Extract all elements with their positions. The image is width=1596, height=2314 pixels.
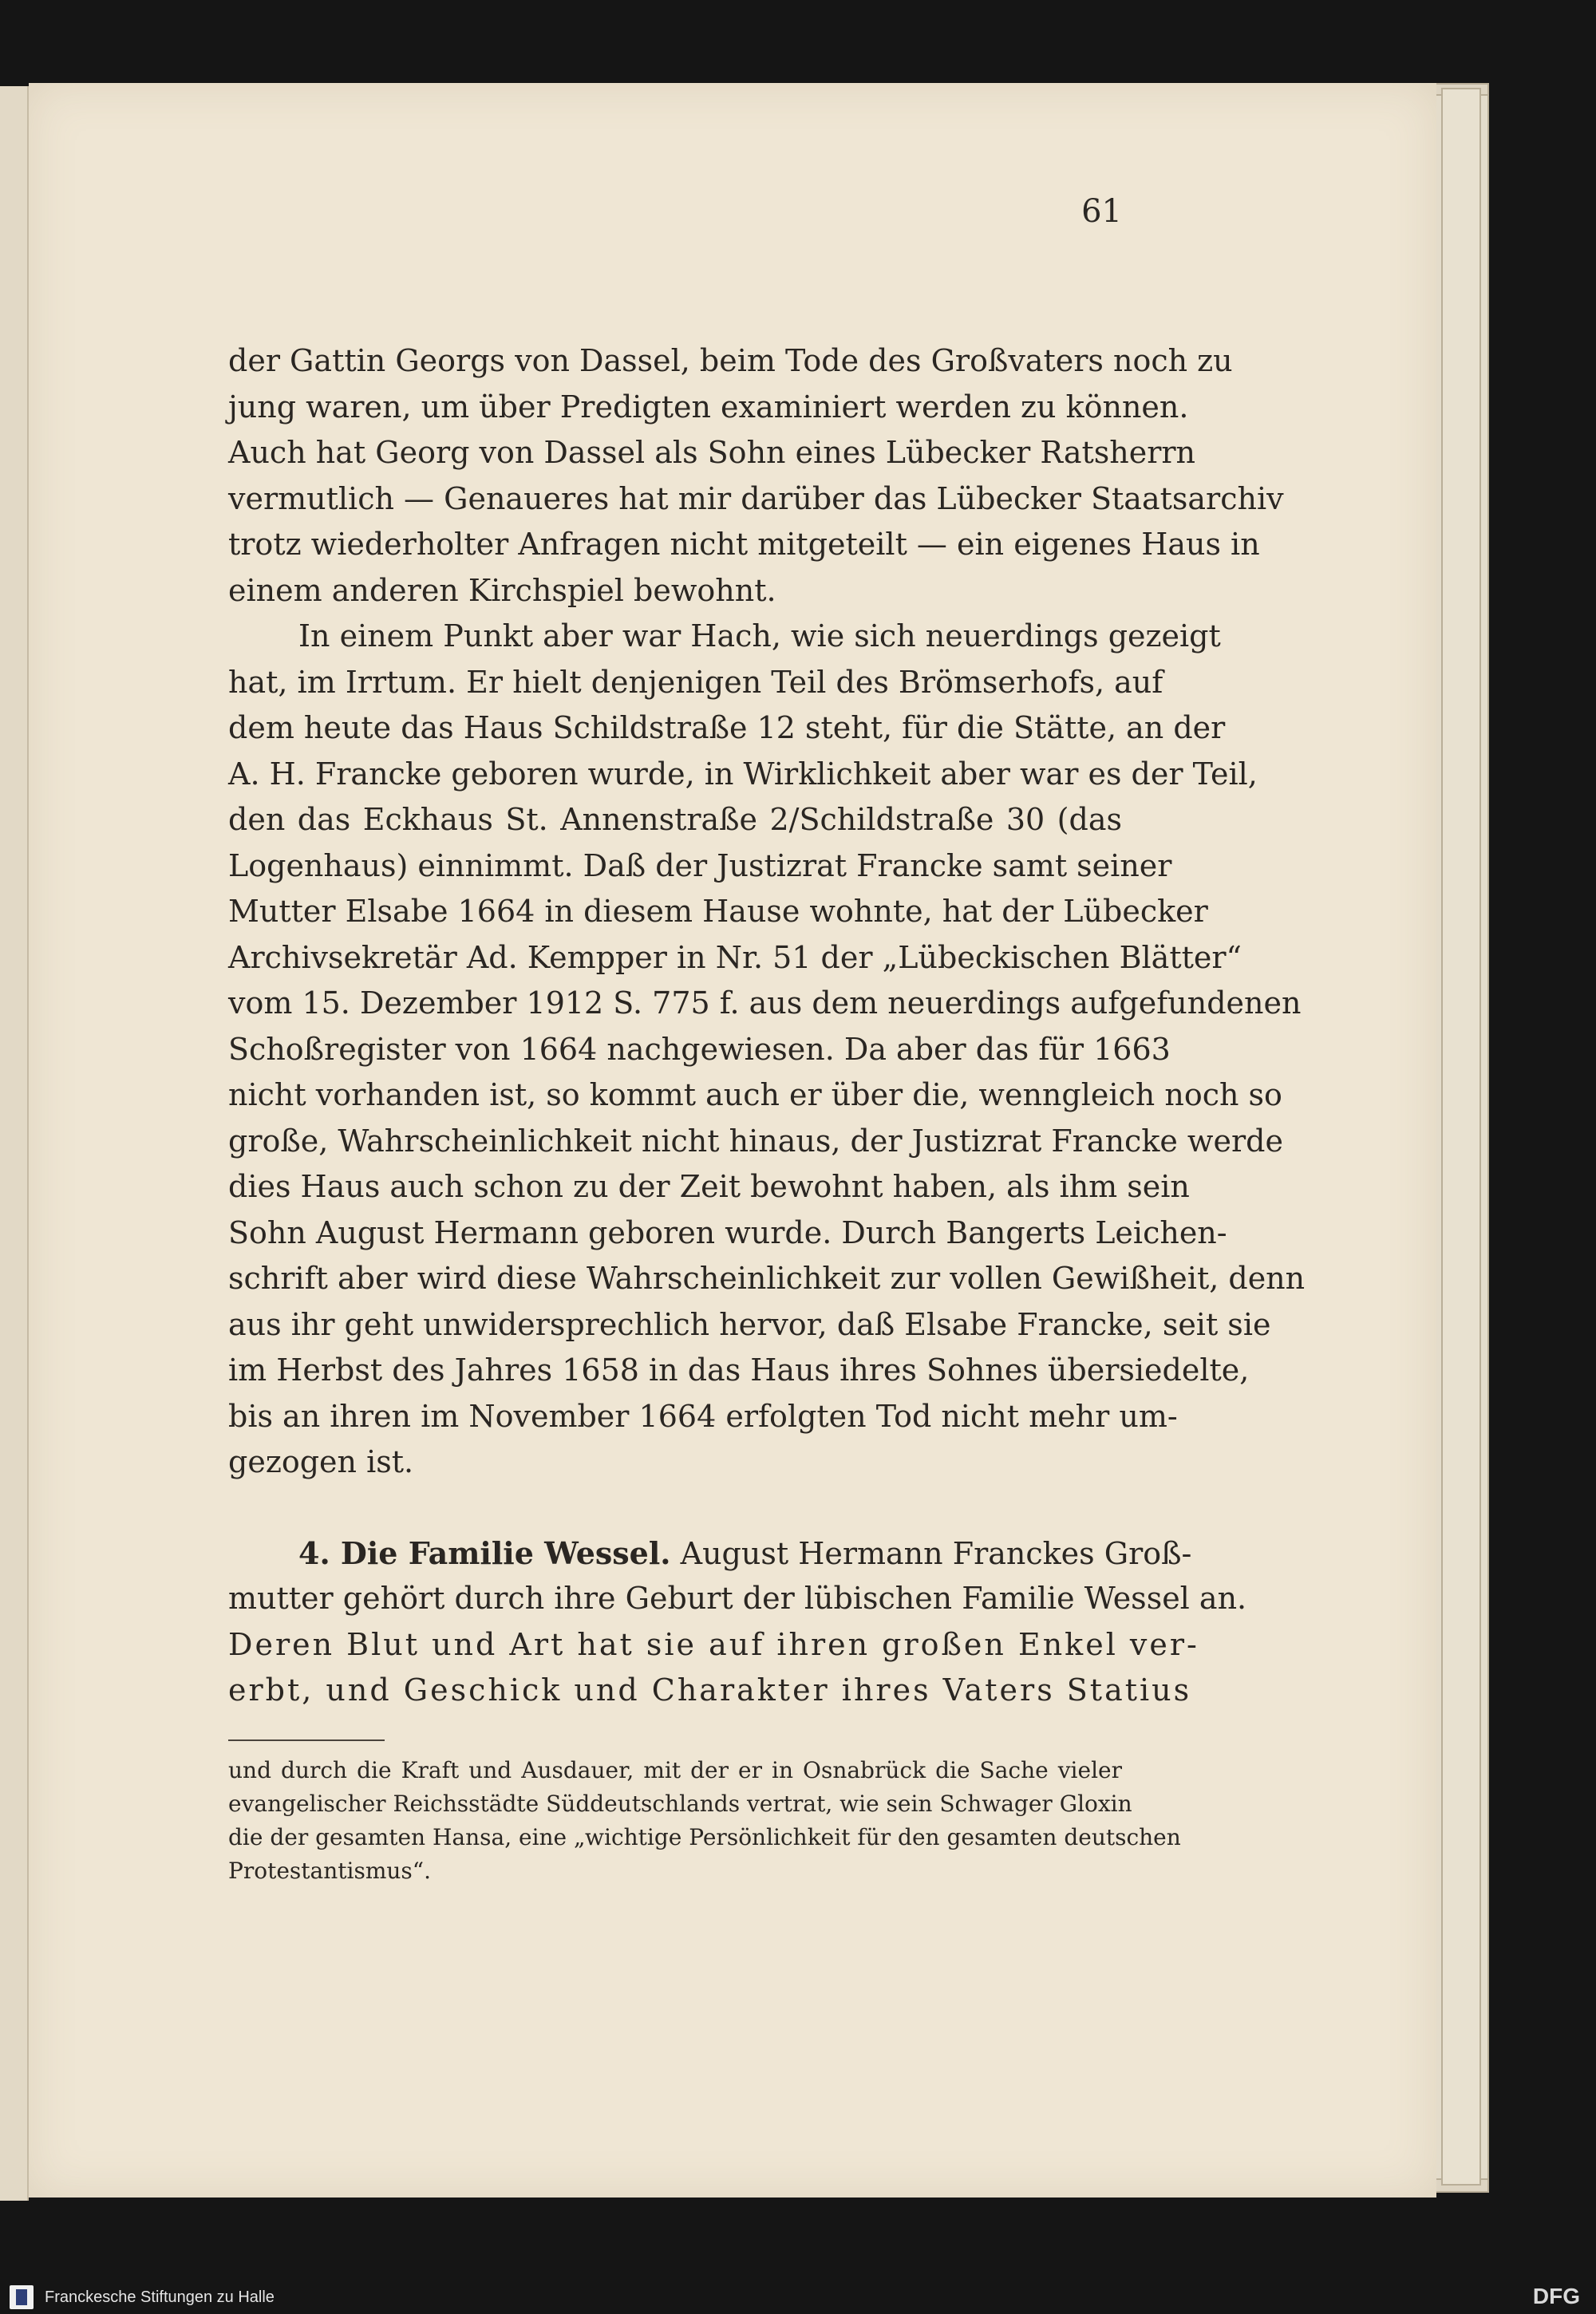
text-line: aus ihr geht unwidersprechlich hervor, daß Elsabe Francke, seit sie xyxy=(228,1306,1271,1342)
text-line: einem anderen Kirchspiel bewohnt. xyxy=(228,572,776,608)
text-line: im Herbst des Jahres 1658 in das Haus ihres Sohnes übersiedelte, xyxy=(228,1352,1250,1388)
section-heading: 4. Die Familie Wessel. xyxy=(298,1534,671,1571)
text-line: A. H. Francke geboren wurde, in Wirklichkeit aber war es der Teil, xyxy=(228,756,1258,792)
text-line: August Hermann Franckes Groß- xyxy=(680,1535,1192,1571)
text-line: Sohn August Hermann geboren wurde. Durch Bangerts Leichen- xyxy=(228,1214,1227,1250)
footnote xyxy=(228,1754,1181,1888)
text-line: jung waren, um über Predigten examiniert werden zu können. xyxy=(228,389,1189,424)
institution-logo-icon xyxy=(10,2285,34,2309)
text-line: vom 15. Dezember 1912 S. 775 f. aus dem neuerdings aufgefundenen xyxy=(228,985,1302,1021)
text-line: Archivsekretär Ad. Kempper in Nr. 51 der „Lübeckischen Blätter“ xyxy=(228,939,1242,975)
text-line: In einem Punkt aber war Hach, wie sich neuerdings gezeigt xyxy=(298,618,1221,654)
footnote-line: und durch die Kraft und Ausdauer, mit der er in Osnabrück die Sache vieler xyxy=(228,1757,1122,1783)
page-stack-edge xyxy=(1441,88,1481,2186)
body-text xyxy=(228,338,1306,1714)
text-line: Logenhaus) einnimmt. Daß der Justizrat Francke samt seiner xyxy=(228,847,1172,883)
text-line: erbt, und Geschick und Charakter ihres Vaters Statius xyxy=(228,1672,1192,1708)
text-line: bis an ihren im November 1664 erfolgten Tod nicht mehr um- xyxy=(228,1398,1178,1434)
section-heading-line xyxy=(228,1530,1192,1577)
page-number: 61 xyxy=(1081,193,1122,230)
dfg-logo: DFG xyxy=(1532,2284,1580,2308)
text-line: Mutter Elsabe 1664 in diesem Hause wohnte, hat der Lübecker xyxy=(228,894,1208,929)
text-line: Auch hat Georg von Dassel als Sohn eines Lübecker Ratsherrn xyxy=(228,435,1196,470)
text-line: den das Eckhaus St. Annenstraße 2/Schildstraße 30 (das xyxy=(228,802,1122,837)
footer-bar xyxy=(0,2280,1596,2314)
footnote-line: evangelischer Reichsstädte Süddeutschlands vertrat, wie sein Schwager Gloxin xyxy=(228,1791,1132,1817)
text-line: Schoßregister von 1664 nachgewiesen. Da aber das für 1663 xyxy=(228,1031,1171,1067)
footnote-rule xyxy=(228,1739,385,1741)
text-line: Deren Blut und Art hat sie auf ihren großen Enkel ver- xyxy=(228,1626,1199,1662)
text-line: trotz wiederholter Anfragen nicht mitgeteilt — ein eigenes Haus in xyxy=(228,527,1260,562)
footnote-line: die der gesamten Hansa, eine „wichtige Persönlichkeit für den gesamten deutschen xyxy=(228,1824,1181,1850)
text-line: gezogen ist. xyxy=(228,1444,414,1479)
text-line: schrift aber wird diese Wahrscheinlichkeit zur vollen Gewißheit, denn xyxy=(228,1261,1306,1296)
text-line: der Gattin Georgs von Dassel, beim Tode des Großvaters noch zu xyxy=(228,343,1233,378)
text-line: hat, im Irrtum. Er hielt denjenigen Teil des Brömserhofs, auf xyxy=(228,664,1163,700)
text-line: dies Haus auch schon zu der Zeit bewohnt haben, als ihm sein xyxy=(228,1169,1190,1204)
institution-name: Franckesche Stiftungen zu Halle xyxy=(45,2288,275,2306)
previous-page-edge xyxy=(0,86,29,2201)
text-line: nicht vorhanden ist, so kommt auch er über die, wenngleich noch so xyxy=(228,1077,1282,1112)
text-line: große, Wahrscheinlichkeit nicht hinaus, der Justizrat Francke werde xyxy=(228,1123,1283,1159)
text-line: vermutlich — Genaueres hat mir darüber das Lübecker Staatsarchiv xyxy=(228,480,1284,516)
text-line: dem heute das Haus Schildstraße 12 steht, für die Stätte, an der xyxy=(228,710,1226,745)
text-line: mutter gehört durch ihre Geburt der lübischen Familie Wessel an. xyxy=(228,1581,1247,1616)
footnote-line: Protestantismus“. xyxy=(228,1858,431,1884)
